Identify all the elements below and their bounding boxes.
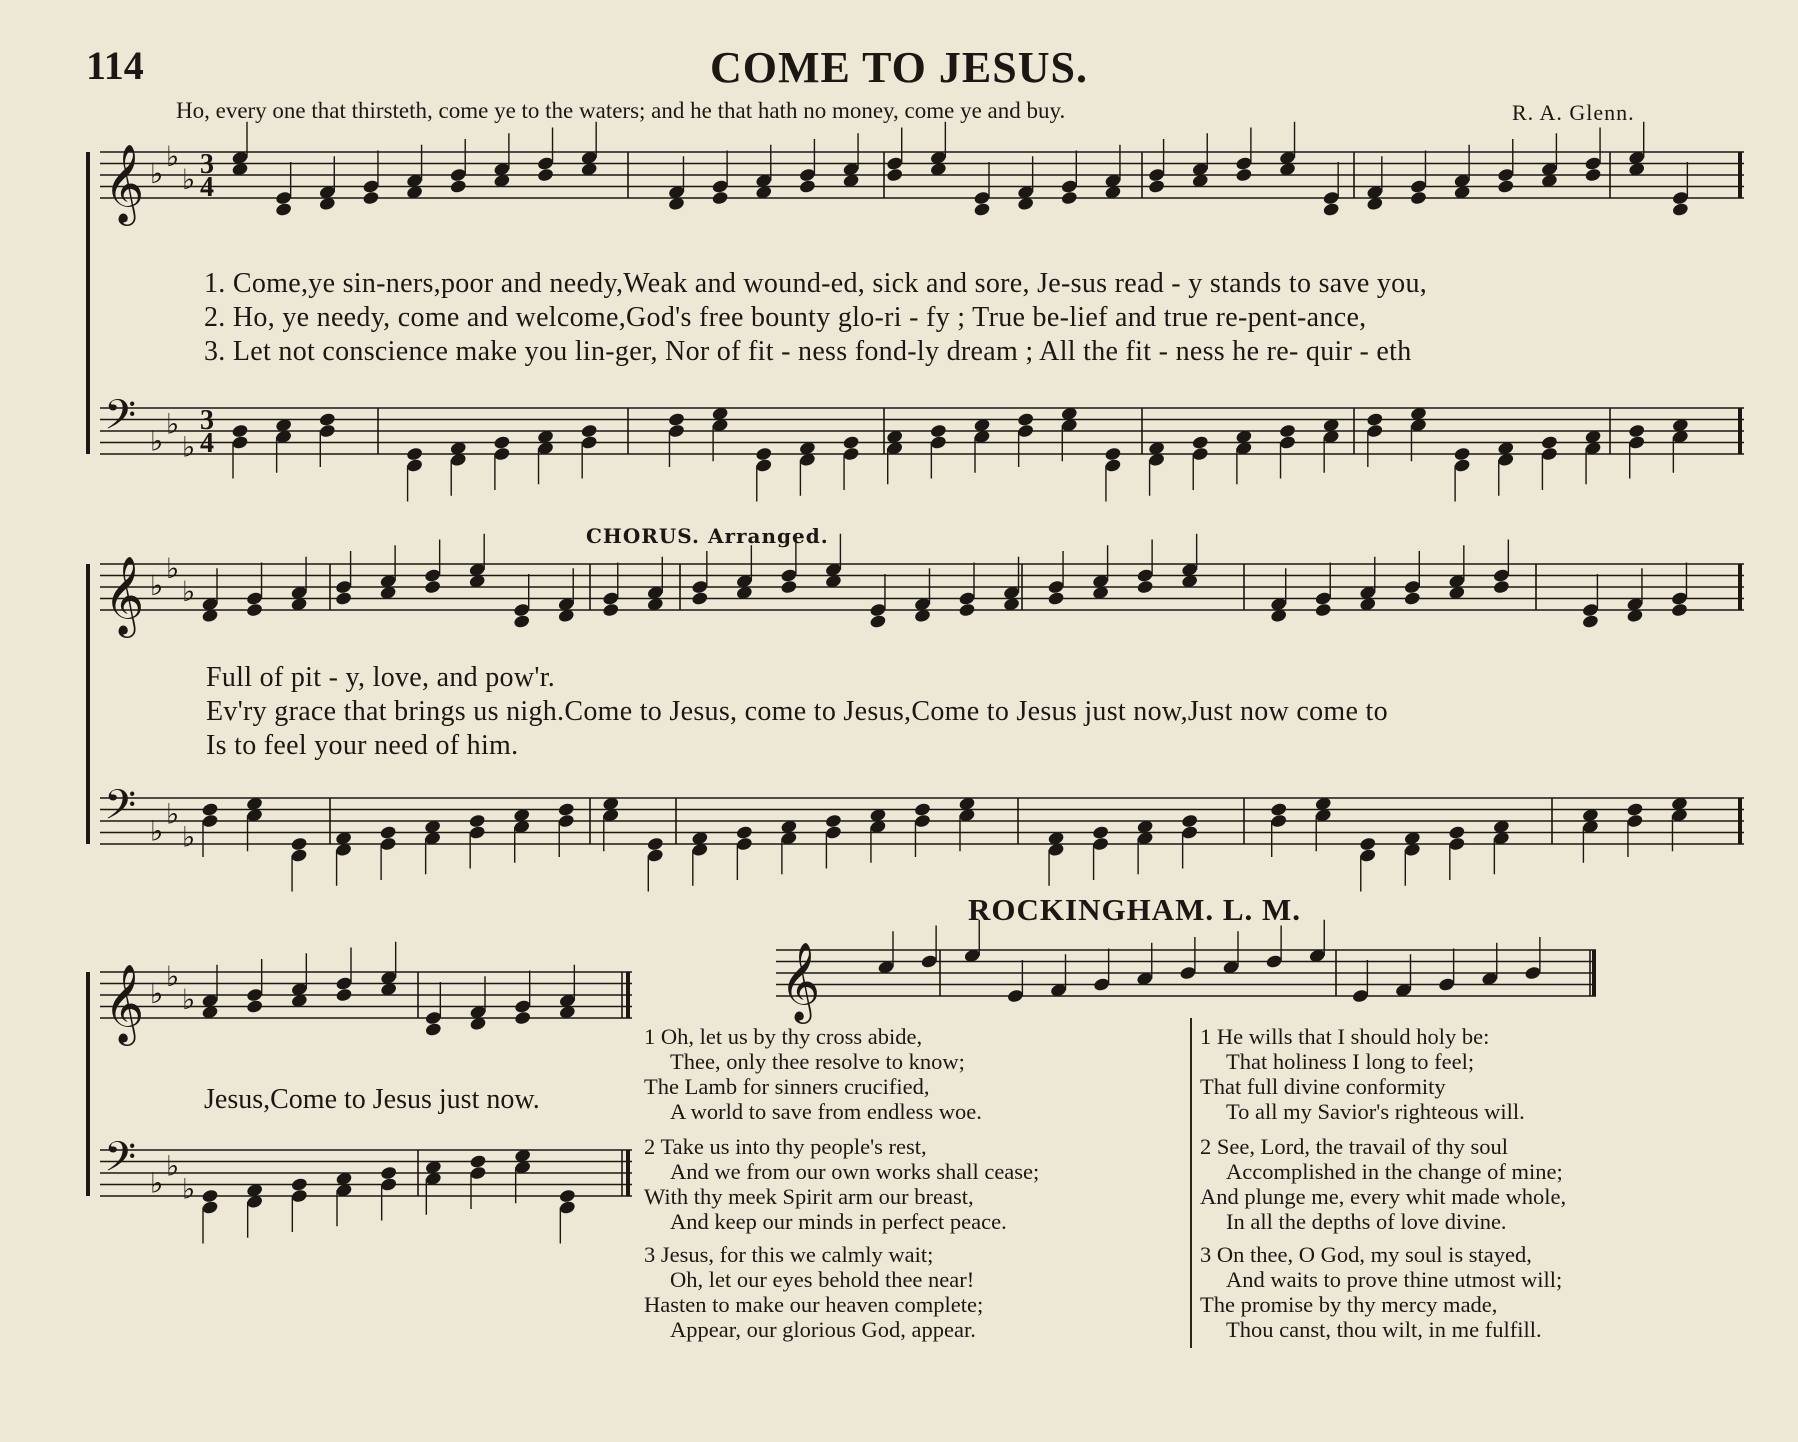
treble-clef-icon: 𝄞 (104, 556, 145, 635)
note-head (798, 167, 816, 182)
note-head (558, 1188, 576, 1203)
note-head (557, 802, 575, 817)
note-head (493, 446, 511, 461)
note-head (886, 156, 904, 171)
note-head (1671, 591, 1689, 606)
note-head (1314, 591, 1332, 606)
note-head (1179, 965, 1197, 980)
chorus-line-1: Full of pit - y, love, and pow'r. (206, 662, 556, 693)
chorus-ending: Jesus,Come to Jesus just now. (204, 1084, 540, 1115)
flat-icon: ♭ (182, 430, 196, 464)
chorus-line-3: Is to feel your need of him. (206, 730, 519, 761)
flat-icon: ♭ (182, 820, 196, 854)
note-head (1017, 423, 1035, 438)
note-head (1322, 202, 1340, 217)
note-head (1270, 802, 1288, 817)
note-head (1453, 458, 1471, 473)
note-head (513, 614, 531, 629)
note-head (1279, 435, 1297, 450)
stanza-line: And waits to prove thine utmost will; (1226, 1267, 1563, 1292)
note-head (201, 802, 219, 817)
time-signature-top: 3 (200, 149, 214, 180)
note-head (691, 579, 709, 594)
flat-icon: ♭ (150, 814, 164, 848)
note-head (1492, 568, 1510, 583)
note-head (1136, 568, 1154, 583)
stanza-line: To all my Savior's righteous will. (1226, 1099, 1525, 1124)
note-head (668, 423, 686, 438)
stanza-line: A world to save from endless woe. (670, 1099, 982, 1124)
note-head (513, 602, 531, 617)
hymn-right-stanza-3 (1200, 1242, 1562, 1342)
flat-icon: ♭ (166, 407, 180, 441)
note-head (1359, 848, 1377, 863)
note-head (869, 614, 887, 629)
note-head (1104, 458, 1122, 473)
note-head (668, 412, 686, 427)
note-head (973, 190, 991, 205)
note-head (755, 458, 773, 473)
stanza-line: 2 Take us into thy people's rest, (644, 1134, 927, 1159)
stanza-line: 1 He wills that I should holy be: (1200, 1024, 1490, 1049)
verse-line-3: 3. Let not conscience make you lin-ger, Nor of fit - ness fond-ly dream ; All the fit - ness he re- quir - eth (204, 336, 1412, 367)
time-signature-bottom: 4 (200, 428, 214, 459)
note-head (646, 836, 664, 851)
note-head (1410, 190, 1428, 205)
note-head (318, 412, 336, 427)
flat-icon: ♭ (166, 1149, 180, 1183)
note-head (1351, 988, 1369, 1003)
note-head (1235, 167, 1253, 182)
chorus-line-2: Ev'ry grace that brings us nigh.Come to Jesus, come to Jesus,Come to Jesus just now,Just now come to (206, 696, 1388, 727)
note-head (468, 825, 486, 840)
note-head (1191, 446, 1209, 461)
note-head (275, 190, 293, 205)
note-head (246, 602, 264, 617)
stanza-line: And we from our own works shall cease; (670, 1159, 1040, 1184)
note-head (1060, 190, 1078, 205)
note-head (290, 1177, 308, 1192)
note-head (468, 813, 486, 828)
stanza-line: The Lamb for sinners crucified, (644, 1074, 930, 1099)
note-head (558, 1200, 576, 1215)
note-head (842, 435, 860, 450)
note-head (580, 435, 598, 450)
note-head (335, 976, 353, 991)
note-head (1047, 591, 1065, 606)
hymn-left-stanza-1 (644, 1024, 982, 1124)
note-head (780, 568, 798, 583)
treble-clef-icon: 𝄞 (780, 942, 821, 1021)
note-head (824, 813, 842, 828)
flat-icon: ♭ (150, 424, 164, 458)
note-head (290, 848, 308, 863)
stanza-line: Appear, our glorious God, appear. (670, 1317, 976, 1342)
note-head (1235, 156, 1253, 171)
treble-clef-icon: 𝄞 (104, 964, 145, 1043)
note-head (1047, 579, 1065, 594)
bass-clef-icon: 𝄢 (104, 391, 137, 449)
note-head (379, 836, 397, 851)
composer-credit: R. A. Glenn. (1512, 100, 1635, 125)
note-head (1006, 988, 1024, 1003)
note-head (1148, 167, 1166, 182)
note-head (1626, 813, 1644, 828)
stanza-line: Hasten to make our heaven complete; (644, 1292, 984, 1317)
note-head (1584, 156, 1602, 171)
note-head (201, 1188, 219, 1203)
note-head (929, 423, 947, 438)
note-head (1314, 602, 1332, 617)
note-head (1581, 614, 1599, 629)
note-head (958, 591, 976, 606)
note-head (537, 167, 555, 182)
verse-line-2: 2. Ho, ye needy, come and welcome,God's free bounty glo-ri - fy ; True be-lief and true re-pent-ance, (204, 302, 1367, 333)
scripture-epigraph: Ho, every one that thirsteth, come ye to the waters; and he that hath no money, come ye and buy. (176, 98, 1066, 123)
note-head (1497, 167, 1515, 182)
hymn-right-stanza-1 (1200, 1024, 1525, 1124)
note-head (1540, 435, 1558, 450)
note-head (1359, 836, 1377, 851)
note-head (1626, 802, 1644, 817)
note-head (246, 999, 264, 1014)
note-head (1092, 836, 1110, 851)
treble-clef-icon: 𝄞 (104, 144, 145, 223)
note-head (380, 1177, 398, 1192)
note-head (469, 1154, 487, 1169)
stanza-line: Accomplished in the change of mine; (1226, 1159, 1563, 1184)
note-head (1453, 446, 1471, 461)
note-head (557, 813, 575, 828)
note-head (424, 1010, 442, 1025)
flat-icon: ♭ (150, 157, 164, 190)
note-head (1092, 825, 1110, 840)
stanza-line: In all the depths of love divine. (1226, 1209, 1507, 1234)
note-head (914, 813, 932, 828)
time-signature-top: 3 (200, 405, 214, 436)
note-head (1671, 202, 1689, 217)
note-head (335, 591, 353, 606)
hymn-left-stanza-2 (644, 1134, 1039, 1234)
note-head (1060, 179, 1078, 194)
note-head (1410, 179, 1428, 194)
note-head (424, 568, 442, 583)
note-head (406, 458, 424, 473)
stanza-line: That holiness I long to feel; (1226, 1049, 1475, 1074)
note-head (798, 179, 816, 194)
note-head (1403, 591, 1421, 606)
stanza-line: With thy meek Spirit arm our breast, (644, 1184, 974, 1209)
flat-icon: ♭ (182, 982, 196, 1016)
flat-icon: ♭ (166, 139, 180, 173)
note-head (424, 1022, 442, 1037)
note-head (1438, 977, 1456, 992)
note-head (1148, 179, 1166, 194)
flat-icon: ♭ (150, 569, 164, 602)
flat-icon: ♭ (182, 162, 196, 196)
note-head (1191, 435, 1209, 450)
note-head (469, 1165, 487, 1180)
bass-clef-icon: 𝄢 (104, 781, 137, 839)
note-head (1136, 579, 1154, 594)
note-head (602, 591, 620, 606)
note-head (335, 579, 353, 594)
note-head (1265, 954, 1283, 969)
note-head (1497, 179, 1515, 194)
note-head (424, 579, 442, 594)
stanza-line: Oh, let our eyes behold thee near! (670, 1267, 975, 1292)
note-head (780, 579, 798, 594)
note-head (1093, 977, 1111, 992)
page-number: 114 (86, 43, 144, 88)
note-head (290, 1188, 308, 1203)
note-head (231, 423, 249, 438)
verse-line-1: 1. Come,ye sin-ners,poor and needy,Weak and wound-ed, sick and sore, Je-sus read - y stands to save you, (204, 268, 1428, 299)
bass-clef-icon: 𝄢 (104, 1133, 137, 1191)
note-head (362, 179, 380, 194)
stanza-line: Thou canst, thou wilt, in me fulfill. (1226, 1317, 1542, 1342)
note-head (1492, 579, 1510, 594)
note-head (231, 435, 249, 450)
stanza-line: 1 Oh, let us by thy cross abide, (644, 1024, 923, 1049)
note-head (711, 190, 729, 205)
note-head (246, 591, 264, 606)
hymn-right-stanza-2 (1200, 1134, 1566, 1234)
note-head (824, 825, 842, 840)
note-head (493, 435, 511, 450)
note-head (1628, 423, 1646, 438)
note-head (755, 446, 773, 461)
note-head (246, 987, 264, 1002)
note-head (929, 435, 947, 450)
flat-icon: ♭ (166, 797, 180, 831)
note-head (914, 802, 932, 817)
note-head (920, 954, 938, 969)
note-head (290, 836, 308, 851)
note-head (735, 836, 753, 851)
flat-icon: ♭ (166, 551, 180, 585)
note-head (646, 848, 664, 863)
note-head (537, 156, 555, 171)
note-head (1671, 602, 1689, 617)
chorus-label: CHORUS. Arranged. (586, 524, 829, 548)
flat-icon: ♭ (166, 959, 180, 993)
note-head (1366, 412, 1384, 427)
flat-icon: ♭ (182, 1172, 196, 1206)
hymn-title: COME TO JESUS. (710, 43, 1088, 92)
stanza-line: And keep our minds in perfect peace. (670, 1209, 1007, 1234)
note-head (514, 999, 532, 1014)
note-head (1540, 446, 1558, 461)
note-head (1671, 190, 1689, 205)
note-head (958, 602, 976, 617)
note-head (335, 987, 353, 1002)
flat-icon: ♭ (182, 574, 196, 608)
stanza-line: 3 Jesus, for this we calmly wait; (644, 1242, 934, 1267)
stanza-line: The promise by thy mercy made, (1200, 1292, 1498, 1317)
note-head (1584, 167, 1602, 182)
stanza-line: And plunge me, every whit made whole, (1200, 1184, 1567, 1209)
note-head (886, 167, 904, 182)
note-head (1017, 412, 1035, 427)
note-head (362, 190, 380, 205)
note-head (1322, 190, 1340, 205)
column-divider (1190, 1018, 1192, 1348)
note-head (973, 202, 991, 217)
note-head (201, 1200, 219, 1215)
stanza-line: 2 See, Lord, the travail of thy soul (1200, 1134, 1509, 1159)
note-head (580, 423, 598, 438)
note-head (691, 591, 709, 606)
stanza-line: That full divine conformity (1200, 1074, 1446, 1099)
stanza-line: 3 On thee, O God, my soul is stayed, (1200, 1242, 1532, 1267)
note-head (275, 202, 293, 217)
note-head (318, 423, 336, 438)
note-head (379, 825, 397, 840)
note-head (514, 1010, 532, 1025)
note-head (1181, 813, 1199, 828)
note-head (1181, 825, 1199, 840)
note-head (1448, 825, 1466, 840)
note-head (380, 1165, 398, 1180)
tune-name: ROCKINGHAM. L. M. (968, 892, 1302, 927)
note-head (1104, 446, 1122, 461)
note-head (1270, 813, 1288, 828)
note-head (1448, 836, 1466, 851)
note-head (1581, 602, 1599, 617)
flat-icon: ♭ (150, 977, 164, 1010)
flat-icon: ♭ (150, 1166, 164, 1200)
note-head (1628, 435, 1646, 450)
note-head (735, 825, 753, 840)
note-head (711, 179, 729, 194)
note-head (1279, 423, 1297, 438)
note-head (869, 602, 887, 617)
note-head (449, 179, 467, 194)
note-head (842, 446, 860, 461)
time-signature-bottom: 4 (200, 172, 214, 203)
note-head (602, 602, 620, 617)
note-head (1524, 965, 1542, 980)
note-head (406, 446, 424, 461)
note-head (1366, 423, 1384, 438)
hymn-left-stanza-3 (644, 1242, 983, 1342)
note-head (449, 167, 467, 182)
stanza-line: Thee, only thee resolve to know; (670, 1049, 965, 1074)
note-head (201, 813, 219, 828)
note-head (1403, 579, 1421, 594)
